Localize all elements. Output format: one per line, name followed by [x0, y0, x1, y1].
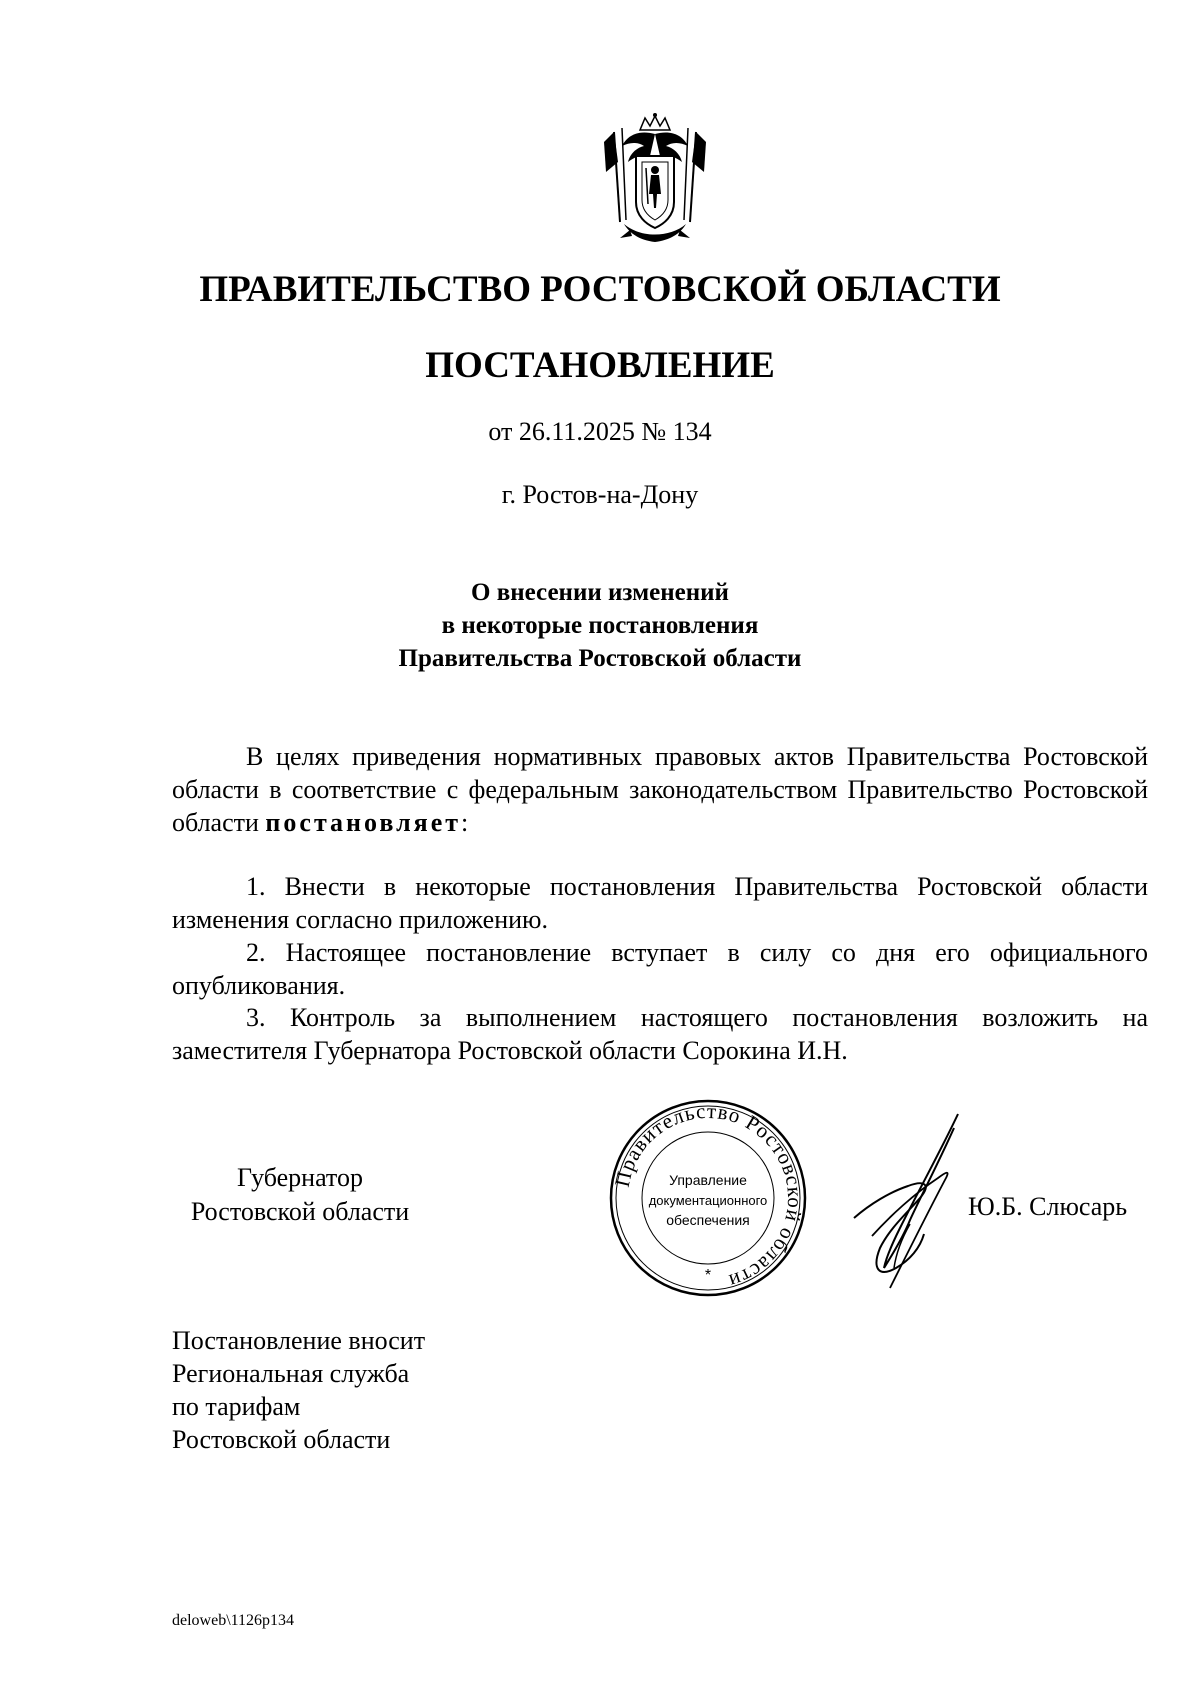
- seal-center-line: обеспечения: [666, 1212, 750, 1228]
- subject-line: О внесении изменений: [471, 579, 729, 606]
- subject-line: в некоторые постановления: [441, 612, 759, 639]
- document-subject: [0, 576, 1200, 675]
- submitter-line: по тарифам: [172, 1392, 301, 1421]
- subject-line: Правительства Ростовской области: [398, 645, 802, 672]
- preamble-tail: :: [461, 808, 469, 837]
- submitter-line: Региональная служба: [172, 1359, 410, 1388]
- clause-1: 1. Внести в некоторые постановления Правительства Ростовской области изменения согласно приложению.: [172, 872, 1148, 934]
- preamble-paragraph: [172, 740, 1148, 839]
- submitter-block: [172, 1324, 425, 1456]
- government-title: ПРАВИТЕЛЬСТВО РОСТОВСКОЙ ОБЛАСТИ: [199, 269, 1001, 310]
- document-date-number: от 26.11.2025 № 134: [488, 417, 712, 446]
- submitter-line: Ростовской области: [172, 1425, 391, 1454]
- seal-center-line: документационного: [648, 1193, 768, 1208]
- submitter-line: Постановление вносит: [172, 1326, 426, 1355]
- official-seal-icon: [608, 1098, 808, 1298]
- coat-of-arms-icon: [600, 112, 710, 247]
- position-line: Губернатор: [237, 1163, 363, 1192]
- document-type: ПОСТАНОВЛЕНИЕ: [425, 345, 775, 386]
- signatory-name: Ю.Б. Слюсарь: [968, 1192, 1128, 1221]
- document-file-code: deloweb\1126p134: [172, 1612, 295, 1629]
- clause-2: 2. Настоящее постановление вступает в силу со дня его официального опубликования.: [172, 938, 1148, 1000]
- document-city: г. Ростов-на-Дону: [501, 480, 699, 509]
- seal-center-line: Управление: [669, 1172, 747, 1188]
- preamble-emphasis: постановляет: [265, 808, 462, 837]
- preamble-text: В целях приведения нормативных правовых актов Правительства Ростовской области в соответствие с федеральным законодательством Правительство Ростовской области: [172, 742, 1148, 837]
- handwritten-signature-icon: [850, 1108, 980, 1308]
- clause-3: 3. Контроль за выполнением настоящего постановления возложить на заместителя Губернатора Ростовской области Сорокина И.Н.: [172, 1003, 1148, 1065]
- signatory-position: [170, 1161, 430, 1229]
- seal-star: *: [704, 1267, 712, 1284]
- position-line: Ростовской области: [190, 1197, 410, 1226]
- seal-ring-text: Правительство Ростовской области: [609, 1098, 808, 1295]
